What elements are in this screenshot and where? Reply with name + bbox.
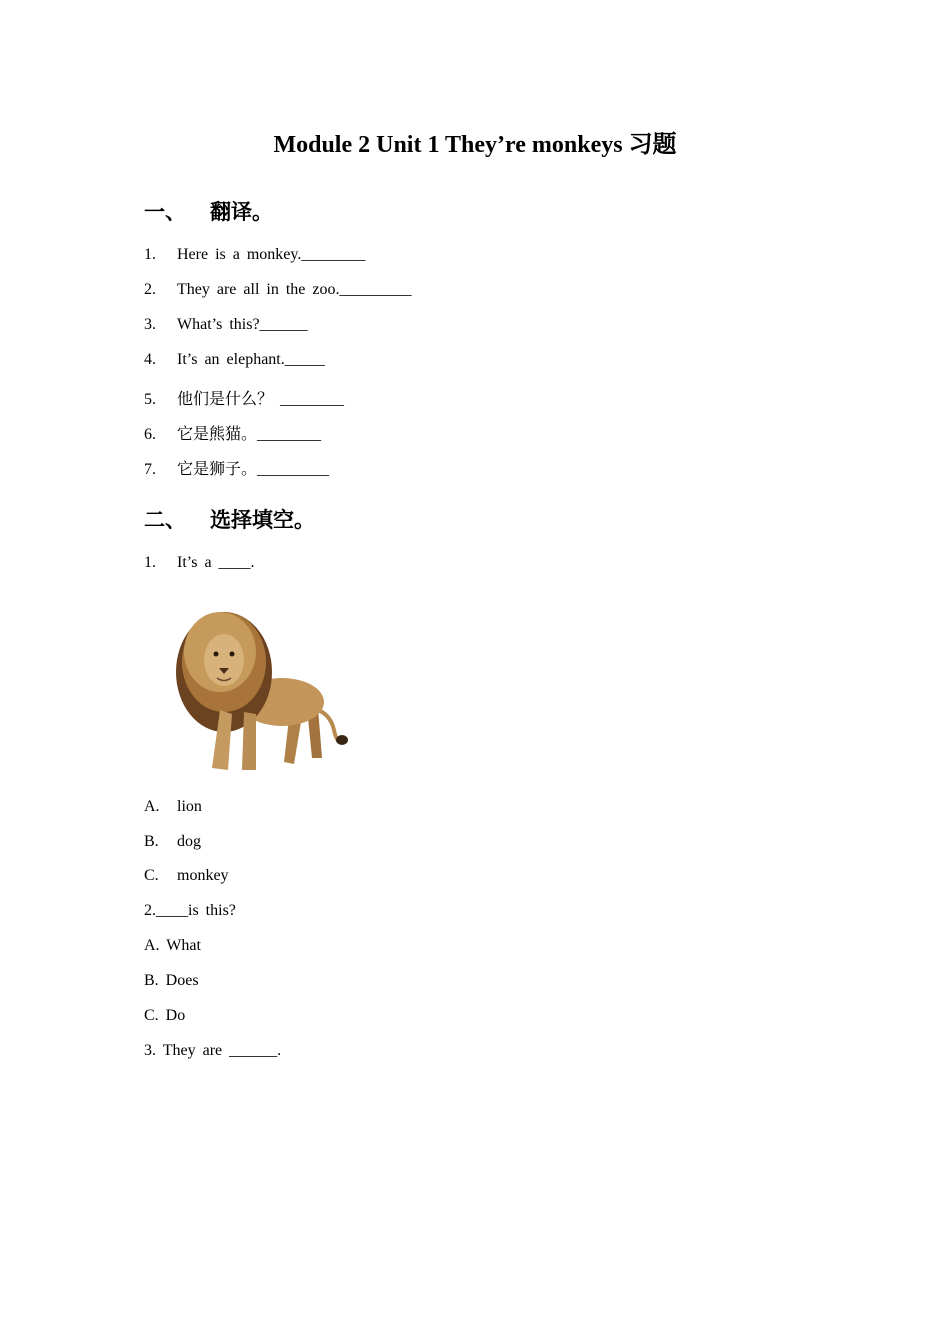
option-a: A. lion (144, 798, 202, 815)
option-b: B. Does (144, 972, 199, 989)
section-2-number: 二、 (144, 508, 186, 532)
section-1-title: 翻译。 (210, 200, 273, 224)
translate-item: 1. Here is a monkey.________ (144, 246, 366, 263)
section-1-heading (144, 196, 273, 226)
section-2-title: 选择填空。 (210, 508, 315, 532)
translate-item: 2. They are all in the zoo._________ (144, 281, 412, 298)
option-b: B. dog (144, 833, 201, 850)
question-2: 2.____is this? (144, 902, 236, 919)
page-title: Module 2 Unit 1 They’re monkeys 习题 (273, 132, 677, 158)
translate-item: 3. What’s this?______ (144, 316, 308, 333)
section-1-number: 一、 (144, 200, 186, 224)
option-a: A. What (144, 937, 201, 954)
translate-item: 5. 他们是什么？ ________ (144, 391, 345, 408)
option-c: C. monkey (144, 867, 229, 884)
translate-item: 7. 它是狮子。_________ (144, 461, 330, 478)
option-c: C. Do (144, 1007, 186, 1024)
translate-item: 6. 它是熊猫。________ (144, 426, 322, 443)
section-2-heading (144, 504, 315, 534)
lion-image (162, 590, 352, 780)
translate-item: 4. It’s an elephant._____ (144, 351, 325, 368)
question-1: 1. It’s a ____. (144, 554, 255, 571)
question-3: 3. They are ______. (144, 1042, 282, 1059)
